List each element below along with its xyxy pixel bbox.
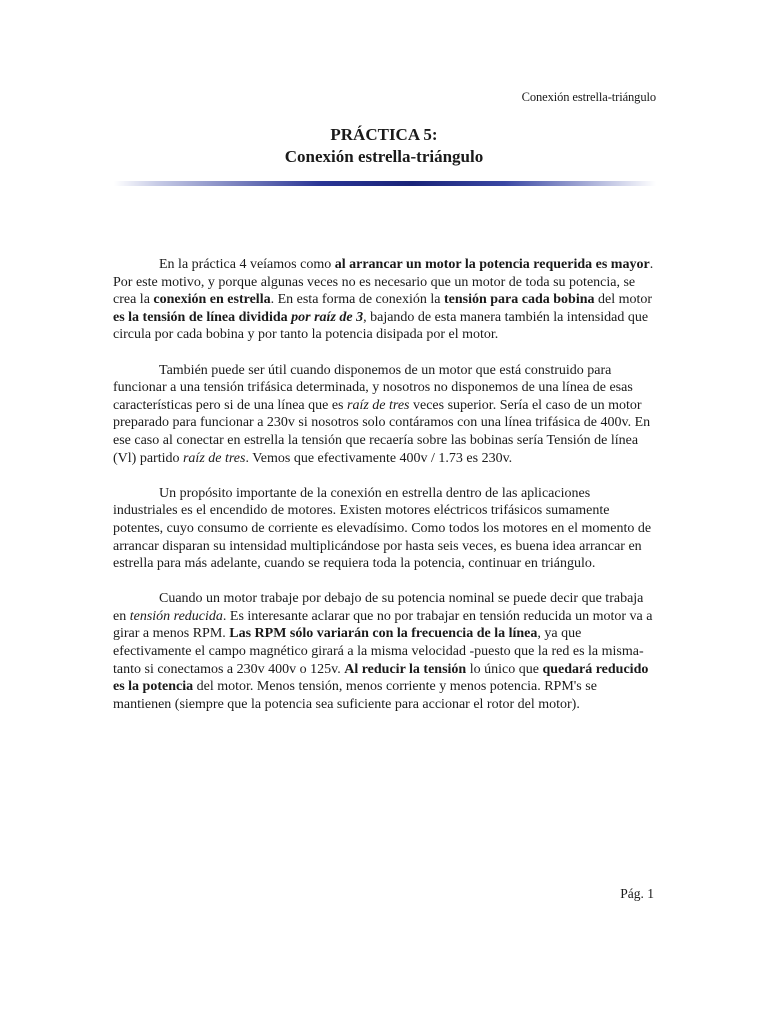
bold-run: Al reducir la tensión: [344, 661, 467, 677]
page-number: Pág. 1: [620, 886, 654, 901]
title-line-2: Conexión estrella-triángulo: [284, 147, 484, 166]
text-run: veces superior. Sería el caso de un motor preparado para funcionar a 230v si nosotros solo contáramos con una línea trifásica de 400v. En ese caso al conectar en estrella la tensión que recaería sobre las bobinas sería Tensión de línea (Vl) partido: [113, 397, 651, 466]
text-run: del motor: [594, 292, 653, 308]
body-text: [113, 256, 657, 731]
bold-run: es la tensión de línea dividida: [113, 309, 292, 325]
bold-run: tensión para cada bobina: [443, 292, 595, 308]
text-run: . Es interesante aclarar que no por trabajar en tensión reducida un motor va a girar a menos RPM.: [113, 608, 653, 642]
bold-run: al arrancar un motor la potencia requerida es mayor: [334, 257, 650, 272]
text-run: lo único que: [466, 661, 543, 677]
text-run: del motor. Menos tensión, menos corriente y menos potencia. RPM's se mantienen (siempre que la potencia sea suficiente para accionar el rotor del motor).: [113, 679, 597, 712]
title-divider: [114, 181, 656, 186]
text-run: , bajando de esta manera también la intensidad que circula por cada bobina y por tanto la potencia disipada por el motor.: [113, 309, 649, 343]
paragraph-1: [113, 256, 657, 344]
running-header: Conexión estrella-triángulo: [521, 90, 656, 104]
italic-run: raíz de tres: [347, 397, 410, 413]
bold-run: quedará reducido es la potencia: [113, 661, 649, 695]
italic-run: raíz de tres: [182, 450, 246, 466]
bold-run: Las RPM sólo variarán con la frecuencia de la línea: [229, 626, 538, 642]
document-title: [0, 124, 768, 168]
text-run: . Vemos que efectivamente 400v / 1.73 es 230v.: [245, 450, 513, 466]
paragraph-3: [113, 485, 657, 573]
text-run: En la práctica 4 veíamos como: [159, 257, 335, 272]
text-run: . Por este motivo, y porque algunas veces no es necesario que un motor de toda su potencia, se crea la: [113, 257, 654, 308]
text-run: Cuando un motor trabaje por debajo de su potencia nominal se puede decir que trabaja en: [113, 591, 644, 624]
italic-run: tensión reducida: [129, 608, 223, 624]
paragraph-2: [113, 362, 657, 468]
title-line-1: PRÁCTICA 5:: [330, 125, 438, 144]
text-run: , ya que efectivamente el campo magnético girará a la misma velocidad -puesto que la red es la misma- tanto si conectamos a 230v 400v o 125v.: [113, 626, 644, 677]
text-run: . En esta forma de conexión la: [270, 292, 444, 308]
paragraph-4: [113, 590, 657, 713]
text-run: Un propósito importante de la conexión en estrella dentro de las aplicaciones industriales es el encendido de motores. Existen motores eléctricos trifásicos sumamente potentes, cuyo consumo de corriente es elevadísimo. Como todos los motores en el momento de arrancar disparan su intensidad multiplicándose por hasta seis veces, es buena idea arrancar en estrella para más adelante, cuando se requiera toda la potencia, continuar en triángulo.: [113, 485, 652, 572]
text-run: También puede ser útil cuando disponemos de un motor que está construido para funcionar a una tensión trifásica determinada, y nosotros no disponemos de una línea de esas características pero si de una línea que es: [113, 362, 633, 413]
bold-run: conexión en estrella: [153, 292, 271, 308]
bold-italic-run: por raíz de 3: [291, 309, 364, 325]
